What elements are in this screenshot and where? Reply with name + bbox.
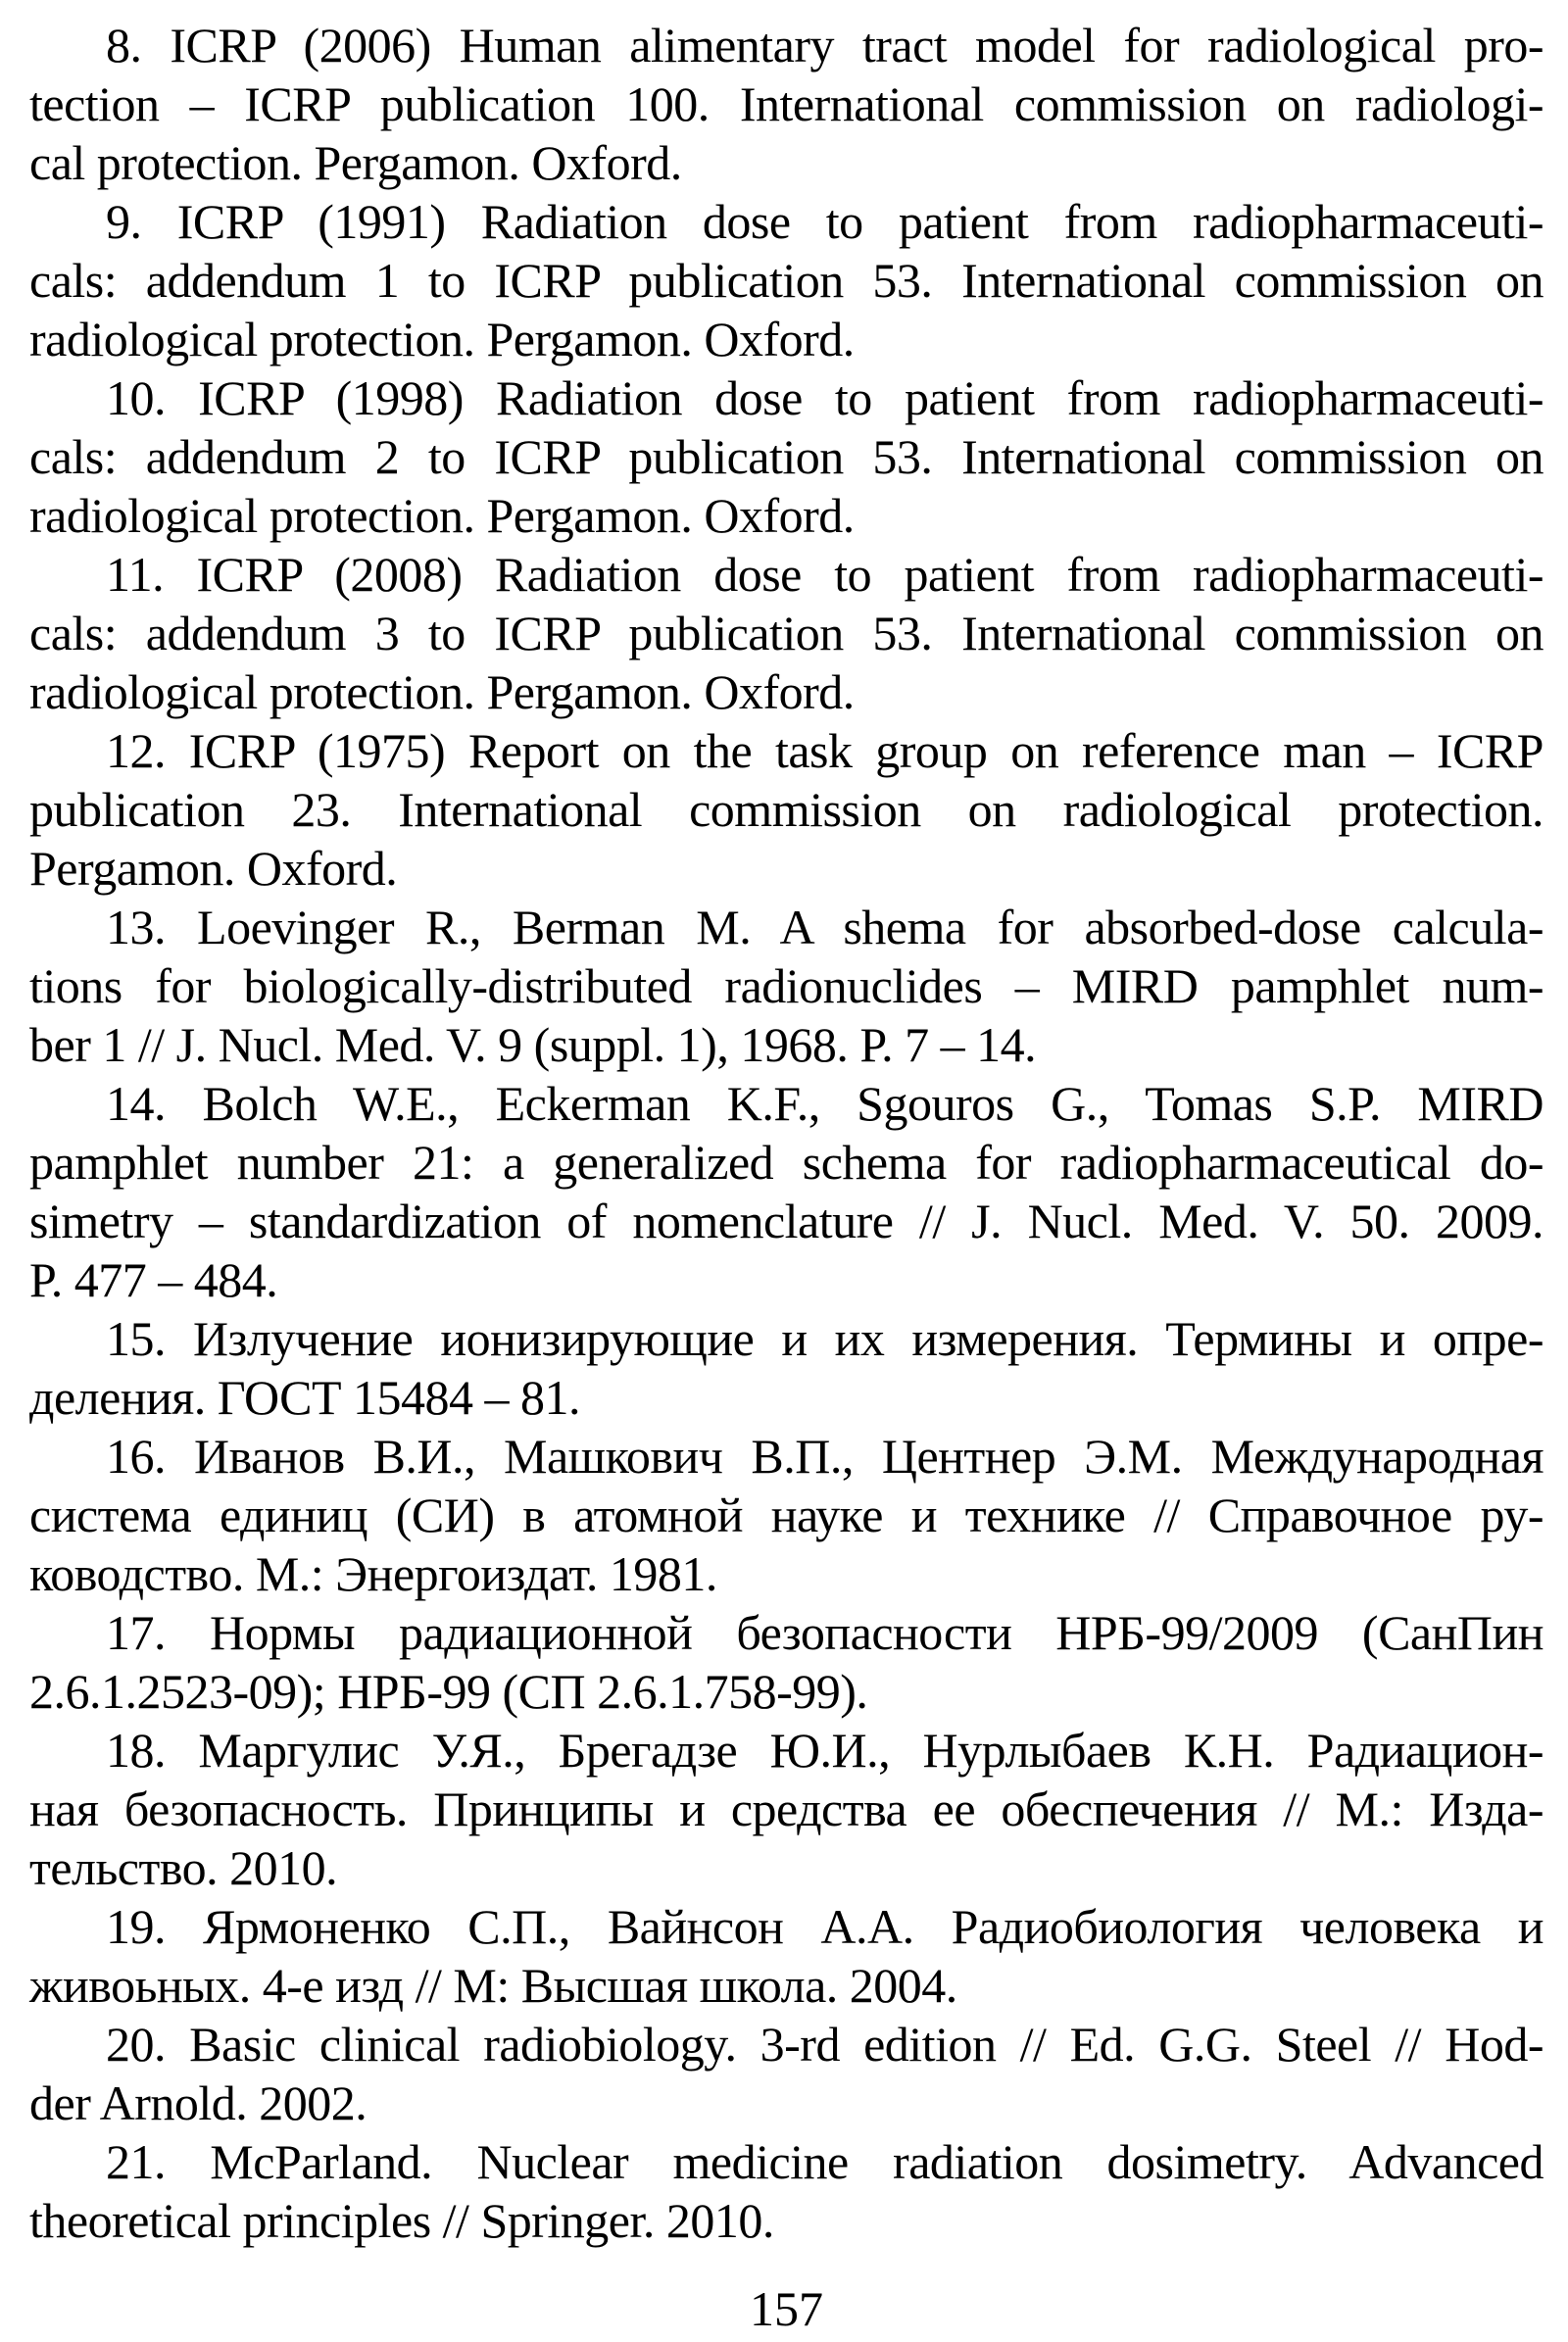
reference-line: publication 23. International commission on radiological protection. (29, 782, 1544, 837)
reference-item (29, 1721, 1544, 1897)
reference-line: 10. ICRP (1998) Radiation dose to patient from radiopharmaceuti- (106, 370, 1544, 425)
reference-item (29, 368, 1544, 545)
reference-line: ководство. М.: Энергоиздат. 1981. (29, 1546, 717, 1601)
reference-item (29, 16, 1544, 192)
reference-line: 8. ICRP (2006) Human alimentary tract model for radiological pro- (106, 18, 1544, 73)
reference-line: ная безопасность. Принципы и средства ее обеспечения // М.: Изда- (29, 1781, 1544, 1836)
reference-item (29, 721, 1544, 898)
reference-line: 11. ICRP (2008) Radiation dose to patient from radiopharmaceuti- (106, 547, 1544, 602)
reference-line: cal protection. Pergamon. Oxford. (29, 135, 682, 190)
reference-line: тельство. 2010. (29, 1840, 338, 1895)
reference-item (29, 1603, 1544, 1721)
reference-line: radiological protection. Pergamon. Oxford. (29, 488, 855, 543)
reference-line: P. 477 – 484. (29, 1252, 278, 1307)
reference-line: 17. Нормы радиационной безопасности НРБ-99/2009 (СанПин (106, 1605, 1544, 1660)
reference-line: 2.6.1.2523-09); НРБ-99 (СП 2.6.1.758-99). (29, 1664, 868, 1719)
reference-line: cals: addendum 3 to ICRP publication 53. International commission on (29, 606, 1544, 660)
reference-item (29, 898, 1544, 1074)
reference-item (29, 1309, 1544, 1427)
page-number: 157 (750, 2281, 823, 2336)
reference-line: tions for biologically-distributed radionuclides – MIRD pamphlet num- (29, 958, 1544, 1013)
reference-line: 18. Маргулис У.Я., Брегадзе Ю.И., Нурлыбаев К.Н. Радиацион- (106, 1723, 1544, 1778)
reference-line: 9. ICRP (1991) Radiation dose to patient from radiopharmaceuti- (106, 194, 1544, 249)
reference-item (29, 1897, 1544, 2015)
reference-line: деления. ГОСТ 15484 – 81. (29, 1370, 581, 1425)
reference-line: tection – ICRP publication 100. International commission on radiologi- (29, 76, 1544, 131)
reference-line: 13. Loevinger R., Berman M. A shema for absorbed-dose calcula- (106, 900, 1544, 954)
reference-line: cals: addendum 2 to ICRP publication 53. International commission on (29, 429, 1544, 484)
reference-line: theoretical principles // Springer. 2010. (29, 2193, 774, 2248)
reference-line: 21. McParland. Nuclear medicine radiation dosimetry. Advanced (106, 2134, 1544, 2189)
reference-line: Pergamon. Oxford. (29, 841, 398, 896)
reference-line: система единиц (СИ) в атомной науке и технике // Справочное ру- (29, 1488, 1544, 1542)
reference-line: 14. Bolch W.E., Eckerman K.F., Sgouros G., Tomas S.P. MIRD (106, 1076, 1544, 1131)
reference-line: живоьных. 4-е изд // М: Высшая школа. 2004. (29, 1958, 957, 2013)
reference-item (29, 2132, 1544, 2250)
reference-item (29, 2015, 1544, 2132)
reference-line: der Arnold. 2002. (29, 2075, 368, 2130)
reference-line: 20. Basic clinical radiobiology. 3-rd edition // Ed. G.G. Steel // Hod- (106, 2017, 1544, 2072)
reference-item (29, 192, 1544, 368)
reference-line: ber 1 // J. Nucl. Med. V. 9 (suppl. 1), 1968. P. 7 – 14. (29, 1017, 1037, 1072)
reference-item (29, 1074, 1544, 1309)
reference-item (29, 545, 1544, 721)
reference-item (29, 1427, 1544, 1603)
reference-line: 12. ICRP (1975) Report on the task group on reference man – ICRP (106, 723, 1544, 778)
reference-line: 16. Иванов В.И., Машкович В.П., Центнер Э.М. Международная (106, 1429, 1544, 1484)
reference-line: radiological protection. Pergamon. Oxford. (29, 312, 855, 366)
references-list (29, 16, 1544, 2250)
reference-line: pamphlet number 21: a generalized schema for radiopharmaceutical do- (29, 1135, 1544, 1190)
reference-line: simetry – standardization of nomenclature // J. Nucl. Med. V. 50. 2009. (29, 1194, 1544, 1248)
reference-line: radiological protection. Pergamon. Oxford. (29, 664, 855, 719)
reference-line: 19. Ярмоненко С.П., Вайнсон А.А. Радиобиология человека и (106, 1899, 1544, 1954)
reference-line: cals: addendum 1 to ICRP publication 53. International commission on (29, 253, 1544, 308)
reference-line: 15. Излучение ионизирующие и их измерения. Термины и опре- (106, 1311, 1544, 1366)
